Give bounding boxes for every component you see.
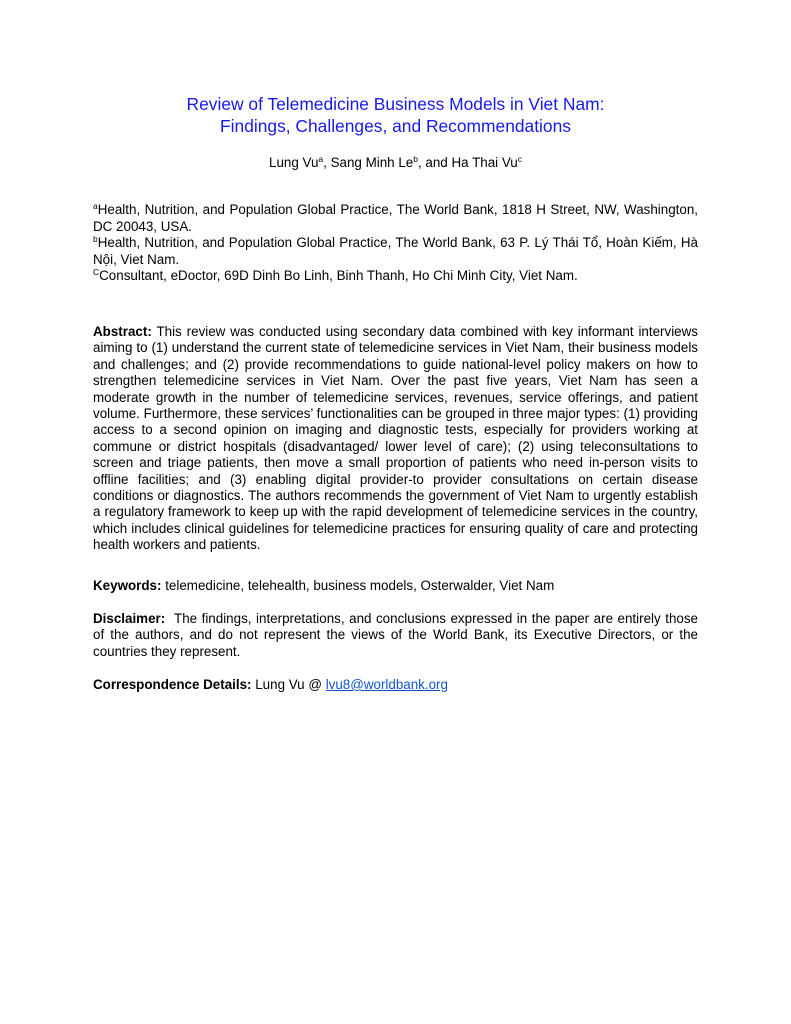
author-affil-mark: c xyxy=(517,154,522,164)
correspondence-label: Correspondence Details: xyxy=(93,677,252,692)
affiliation-text: Health, Nutrition, and Population Global Practice, The World Bank, 63 P. Lý Thái Tổ, Hoàn Kiếm, Hà Nội, Viet Nam. xyxy=(93,235,698,267)
affiliation-text: Health, Nutrition, and Population Global Practice, The World Bank, 1818 H Street, NW, Washington, DC 20043, USA. xyxy=(93,202,698,234)
affiliation-mark: a xyxy=(93,201,98,211)
correspondence-text: Lung Vu @ xyxy=(255,677,322,692)
affiliation-c xyxy=(93,268,698,285)
author-list xyxy=(93,154,698,172)
abstract-text: This review was conducted using secondary data combined with key informant interviews aiming to (1) understand the current state of telemedicine services in Viet Nam, their business models and challenges; and (2) provide recommendations to guide national-level policy makers on how to strengthen telemedicine services in Viet Nam. Over the past five years, Viet Nam has seen a moderate growth in the number of telemedicine services, revenues, service offerings, and patient volume. Furthermore, these services’ functionalities can be grouped in three major types: (1) providing access to a second opinion on imaging and diagnostic tests, especially for providers working at commune or district hospitals (disadvantaged/ lower level of care); (2) using teleconsultations to screen and triage patients, then move a small proportion of patients who need in-person visits to offline facilities; and (3) enabling digital provider-to provider consultations on certain disease conditions or diagnostics. The authors recommends the government of Viet Nam to urgently establish a regulatory framework to keep up with the rapid development of telemedicine services in the country, which includes clinical guidelines for telemedicine practices for ensuring quality of care and protecting health workers and patients. xyxy=(93,324,698,553)
author-separator: , and xyxy=(417,155,452,170)
affiliation-mark: b xyxy=(93,234,98,244)
abstract xyxy=(93,324,698,554)
disclaimer-label: Disclaimer: xyxy=(93,611,166,626)
disclaimer xyxy=(93,611,698,660)
affiliation-text: Consultant, eDoctor, 69D Dinh Bo Linh, Binh Thanh, Ho Chi Minh City, Viet Nam. xyxy=(99,268,578,283)
keywords-label: Keywords: xyxy=(93,578,162,593)
paper-title xyxy=(93,93,698,137)
author-affil-mark: b xyxy=(413,154,418,164)
affiliation-b xyxy=(93,235,698,268)
keywords-text: telemedicine, telehealth, business models, Osterwalder, Viet Nam xyxy=(165,578,555,593)
disclaimer-text: The findings, interpretations, and conclusions expressed in the paper are entirely those of the authors, and do not represent the views of the World Bank, its Executive Directors, or the countries they represent. xyxy=(93,611,698,659)
author-name: Lung Vu xyxy=(269,155,319,170)
author-name: Sang Minh Le xyxy=(330,155,414,170)
affiliation-list xyxy=(93,202,698,285)
correspondence xyxy=(93,677,698,693)
author-affil-mark: a xyxy=(318,154,324,164)
author-name: Ha Thai Vu xyxy=(451,155,518,170)
author-separator: , xyxy=(323,155,331,170)
abstract-label: Abstract: xyxy=(93,324,152,339)
affiliation-mark: C xyxy=(93,267,100,277)
affiliation-a xyxy=(93,202,698,235)
title-line-2: Findings, Challenges, and Recommendations xyxy=(220,116,571,136)
keywords xyxy=(93,578,698,594)
title-line-1: Review of Telemedicine Business Models in Viet Nam: xyxy=(186,94,605,114)
correspondence-email-link[interactable]: lvu8@worldbank.org xyxy=(325,677,448,692)
